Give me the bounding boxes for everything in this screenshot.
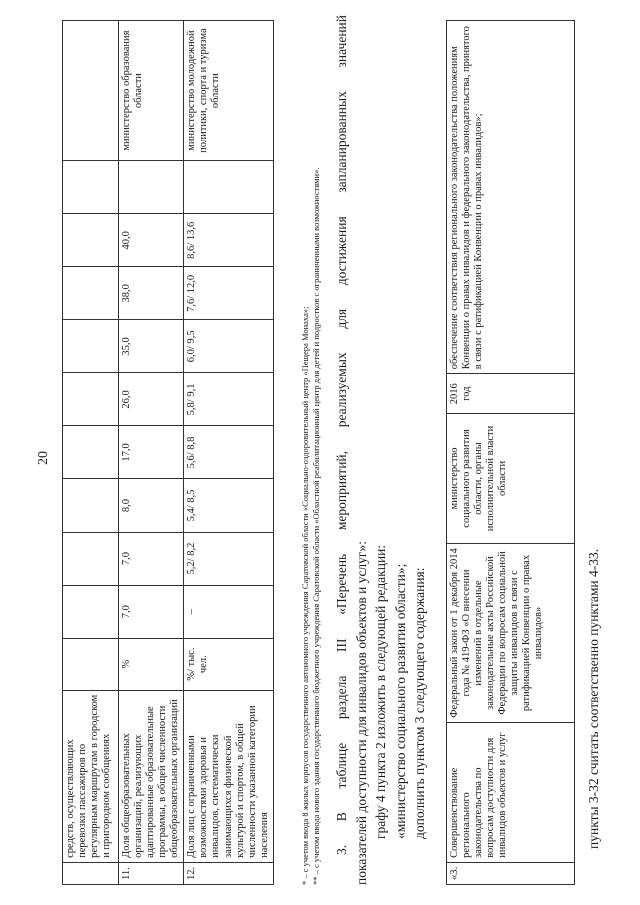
value-cell (119, 161, 184, 214)
table-row (119, 21, 184, 885)
value-cell (63, 479, 119, 532)
value-cell: 7,6/ 12,0 (184, 267, 274, 320)
value-cell: 8,0 (119, 479, 184, 532)
responsible-cell: министерство образования области (119, 21, 184, 161)
row-number (63, 862, 119, 884)
unit-cell: % (119, 638, 184, 690)
paragraph: «министерство социального развития области»; (392, 563, 408, 839)
value-cell: 7,0 (119, 585, 184, 638)
footnote: ** – с учетом ввода нового здания государственного бюджетного учреждения Саратовской области «Областной реабилитационный центр для детей и подростков с ограниченными возможностями». (311, 167, 322, 885)
result-cell: обеспечение соответствия регионального законодательства положениям Конвенции о правах инвалидов и федерального законодательства, принятого в связи с ратификацией Конвенции о правах инвалидов»; (447, 21, 575, 374)
table-row (447, 21, 575, 885)
value-cell (63, 532, 119, 585)
value-cell (63, 267, 119, 320)
row-number: 11. (119, 862, 184, 884)
amendment-text (332, 15, 430, 885)
value-cell: 5,8/ 9,1 (184, 373, 274, 426)
row-number: 12. (184, 862, 274, 884)
value-cell: 7,0 (119, 532, 184, 585)
paragraph: дополнить пунктом 3 следующего содержания: (412, 567, 428, 839)
indicators-table (62, 20, 274, 885)
responsible-cell: министерство молодежной политики, спорта и туризма области (184, 21, 274, 161)
paragraph: 3. В таблице раздела III «Перечень мероприятий, реализуемых для достижения запланированных значений (334, 15, 349, 855)
value-cell: 17,0 (119, 426, 184, 479)
value-cell: 5,6/ 8,8 (184, 426, 274, 479)
value-cell (63, 161, 119, 214)
value-cell: 6,0/ 9,5 (184, 320, 274, 373)
unit-cell (63, 638, 119, 690)
legal-act-cell: Федеральный закон от 1 декабря 2014 года № 419-ФЗ «О внесении изменений в отдельные законодательные акты Российской Федерации по вопросам социальной защиты инвалидов в связи с ратификацией Конвенции о правах инвалидов» (447, 543, 575, 722)
indicator-name: Доля общеобразовательных организаций, реализующих адаптированные образовательные программы, в общей численности общеобразовательных организаций (119, 690, 184, 862)
footnote: * – с учетом ввода 8 жилых корпусов государственного автономного учреждения Саратовской области «Социально-оздоровительный центр «Пещера Монаха»; (300, 306, 310, 885)
value-cell: 5,4/ 8,5 (184, 479, 274, 532)
row-number: «3. (447, 862, 575, 884)
value-cell (63, 214, 119, 267)
value-cell: – (184, 585, 274, 638)
table-row (63, 21, 119, 885)
measures-table (446, 20, 575, 885)
value-cell (63, 426, 119, 479)
term-cell: 2016 год (447, 374, 575, 414)
value-cell: 40,0 (119, 214, 184, 267)
table-row (184, 21, 274, 885)
value-cell: 35,0 (119, 320, 184, 373)
unit-cell: %/ тыс. чел. (184, 638, 274, 690)
value-cell (184, 161, 274, 214)
indicator-name: средств, осуществляющих перевозки пассажиров по регулярным маршрутам в городском и пригородном сообщениях (63, 690, 119, 862)
paragraph: показателей доступности для инвалидов объектов и услуг»: (353, 541, 369, 885)
paragraph: графу 4 пункта 2 изложить в следующей редакции: (373, 544, 389, 839)
responsible-cell: министерство социального развития области, органы исполнительной власти области (447, 414, 575, 544)
value-cell: 5,2/ 8,2 (184, 532, 274, 585)
page-number: 20 (36, 451, 51, 465)
value-cell (63, 320, 119, 373)
footnotes (300, 15, 323, 885)
measure-cell: Совершенствование регионального законодательства по вопросам доступности для инвалидов объектов и услуг (447, 723, 575, 863)
value-cell: 26,0 (119, 373, 184, 426)
value-cell: 38,0 (119, 267, 184, 320)
closing-paragraph: пункты 3-32 считать соответственно пунктами 4-33. (586, 548, 601, 849)
indicator-name: Доля лиц с ограниченными возможностями здоровья и инвалидов, систематически занимающихся физической культурой и спортом, в общей численности указанной категории населения (184, 690, 274, 862)
value-cell (63, 373, 119, 426)
value-cell: 8,6/ 13,6 (184, 214, 274, 267)
value-cell (63, 585, 119, 638)
responsible-cell (63, 21, 119, 161)
